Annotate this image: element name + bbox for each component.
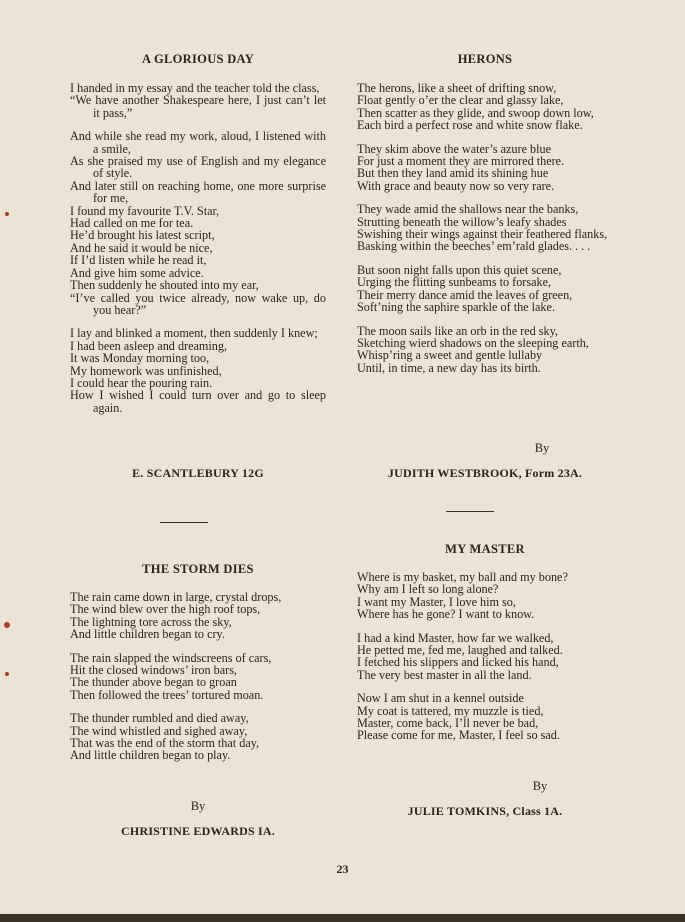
poem-line: But then they land amid its shining hue [357, 166, 549, 181]
poem-line: My coat is tattered, my muzzle is tied, [357, 703, 544, 718]
poem-line: Urging the flitting sunbeams to forsake, [357, 275, 552, 290]
poem-line: But soon night falls upon this quiet scene, [357, 262, 562, 277]
poem-line: They wade amid the shallows near the banks, [357, 202, 579, 217]
stanza [70, 712, 326, 762]
poem-line: And give him some advice. [70, 265, 204, 280]
poem-line: Strutting beneath the willow’s leafy shades [357, 214, 567, 229]
poem-line: The rain slapped the windscreens of cars, [70, 650, 272, 665]
stanza [70, 327, 326, 414]
poem-line: The herons, like a sheet of drifting snow, [357, 81, 557, 95]
divider [160, 522, 208, 523]
by-label: By [532, 779, 548, 793]
poem-line: With grace and beauty now so very rare. [357, 178, 555, 193]
poem-line: And little children began to cry. [70, 627, 225, 642]
poem-line: I want my Master, I love him so, [357, 594, 516, 609]
staple-mark [4, 622, 10, 628]
poem-author: CHRISTINE EDWARDS IA. [121, 824, 275, 838]
poem-line: The lightning tore across the sky, [70, 614, 232, 629]
stanza [357, 264, 613, 314]
by-label: By [534, 441, 550, 455]
by-label: By [190, 799, 206, 813]
poem-line: I could hear the pouring rain. [70, 375, 213, 390]
poem-line: I lay and blinked a moment, then suddenly I knew; [70, 326, 318, 341]
poem-line: As she praised my use of English and my elegance of style. [70, 154, 326, 181]
poem-line: The wind blew over the high roof tops, [70, 602, 261, 617]
poem-line: Float gently o’er the clear and glassy lake, [357, 93, 564, 108]
poem-line: I found my favourite T.V. Star, [70, 203, 220, 218]
stanza [70, 130, 326, 316]
poem-line: The very best master in all the land. [357, 667, 532, 682]
poem-line: And he said it would be nice, [70, 240, 213, 255]
poem-line: Swishing their wings against their feathered flanks, [357, 227, 608, 242]
poem-line: He petted me, fed me, laughed and talked. [357, 643, 563, 658]
poem-my-master [357, 542, 613, 753]
poem-line: Please come for me, Master, I feel so sad. [357, 728, 560, 743]
poem-line: That was the end of the storm that day, [70, 736, 260, 751]
stanza [357, 632, 613, 682]
poem-line: And later still on reaching home, one more surprise for me, [70, 178, 326, 206]
poem-author: JULIE TOMKINS, Class 1A. [407, 804, 563, 818]
poem-line: If I’d listen while he read it, [70, 253, 207, 268]
poem-line: Where has he gone? I want to know. [357, 607, 535, 622]
stanza [357, 692, 613, 742]
poem-line: It was Monday morning too, [70, 351, 210, 366]
poem-line: He’d brought his latest script, [70, 228, 215, 243]
poem-line: Sketching wierd shadows on the sleeping earth, [357, 335, 589, 350]
poem-line: The wind whistled and sighed away, [70, 723, 248, 738]
staple-mark [5, 212, 9, 216]
poem-storm-dies [70, 562, 326, 773]
poem-body [357, 571, 613, 742]
poem-line: They skim above the water’s azure blue [357, 141, 552, 156]
stanza [357, 325, 613, 375]
poem-line: Now I am shut in a kennel outside [357, 691, 524, 706]
poem-body [70, 591, 326, 762]
poem-line: I handed in my essay and the teacher told the class, [70, 81, 320, 95]
poem-line: I had a kind Master, how far we walked, [357, 630, 554, 645]
poem-line: Each bird a perfect rose and white snow flake. [357, 118, 583, 133]
poem-title: MY MASTER [445, 542, 525, 556]
poem-line: I fetched his slippers and licked his hand, [357, 655, 559, 670]
stanza [357, 143, 613, 193]
poem-line: The thunder rumbled and died away, [70, 711, 249, 726]
poem-line: Then scatter as they glide, and swoop down low, [357, 105, 594, 120]
poem-line: Why am I left so long alone? [357, 582, 499, 597]
poem-body [70, 82, 326, 414]
poem-line: Basking within the beeches’ em’rald glades. . . . [357, 239, 591, 254]
poem-line: Until, in time, a new day has its birth. [357, 360, 541, 375]
poem-body [357, 82, 613, 374]
stanza [357, 571, 613, 621]
poem-title: THE STORM DIES [142, 562, 254, 576]
poem-line: The moon sails like an orb in the red sky, [357, 323, 558, 338]
poem-line: Their merry dance amid the leaves of green, [357, 287, 573, 302]
poem-line: Master, come back, I’ll never be bad, [357, 716, 539, 731]
poem-line: Had called on me for tea. [70, 216, 194, 231]
stanza [70, 652, 326, 702]
poem-title: HERONS [457, 52, 513, 66]
poem-line: Soft’ning the saphire sparkle of the lake. [357, 300, 555, 315]
poem-line: “I’ve called you twice already, now wake up, do you hear?” [70, 290, 326, 317]
poem-line: Whisp’ring a sweet and gentle lullaby [357, 348, 543, 363]
poem-line: Then suddenly he shouted into my ear, [70, 278, 259, 293]
stanza [70, 82, 326, 119]
page-number: 23 [336, 862, 349, 876]
divider [446, 511, 494, 512]
poem-line: And little children began to play. [70, 748, 231, 763]
poem-title: A GLORIOUS DAY [141, 52, 255, 66]
stanza [357, 82, 613, 132]
poem-line: Where is my basket, my ball and my bone? [357, 570, 568, 584]
poem-line: The thunder above began to groan [70, 675, 237, 690]
stanza [70, 591, 326, 641]
poem-author: JUDITH WESTBROOK, Form 23A. [387, 466, 583, 480]
poem-line: How I wished I could turn over and go to sleep again. [70, 388, 326, 415]
poem-glorious-day [70, 52, 326, 425]
poem-line: Hit the closed windows’ iron bars, [70, 663, 237, 678]
staple-mark [5, 672, 9, 676]
poem-line: My homework was unfinished, [70, 363, 222, 378]
poem-line: And while she read my work, aloud, I listened with a smile, [70, 129, 326, 156]
poem-line: For just a moment they are mirrored there. [357, 154, 565, 169]
poem-line: “We have another Shakespeare here, I just can’t let it pass,” [70, 93, 326, 120]
page-bottom-edge [0, 914, 685, 922]
stanza [357, 203, 613, 253]
poem-line: Then followed the trees’ tortured moan. [70, 687, 264, 702]
poem-line: The rain came down in large, crystal drops, [70, 590, 282, 604]
poem-author: E. SCANTLEBURY 12G [132, 466, 264, 480]
poem-herons [357, 52, 613, 385]
poem-line: I had been asleep and dreaming, [70, 338, 228, 353]
